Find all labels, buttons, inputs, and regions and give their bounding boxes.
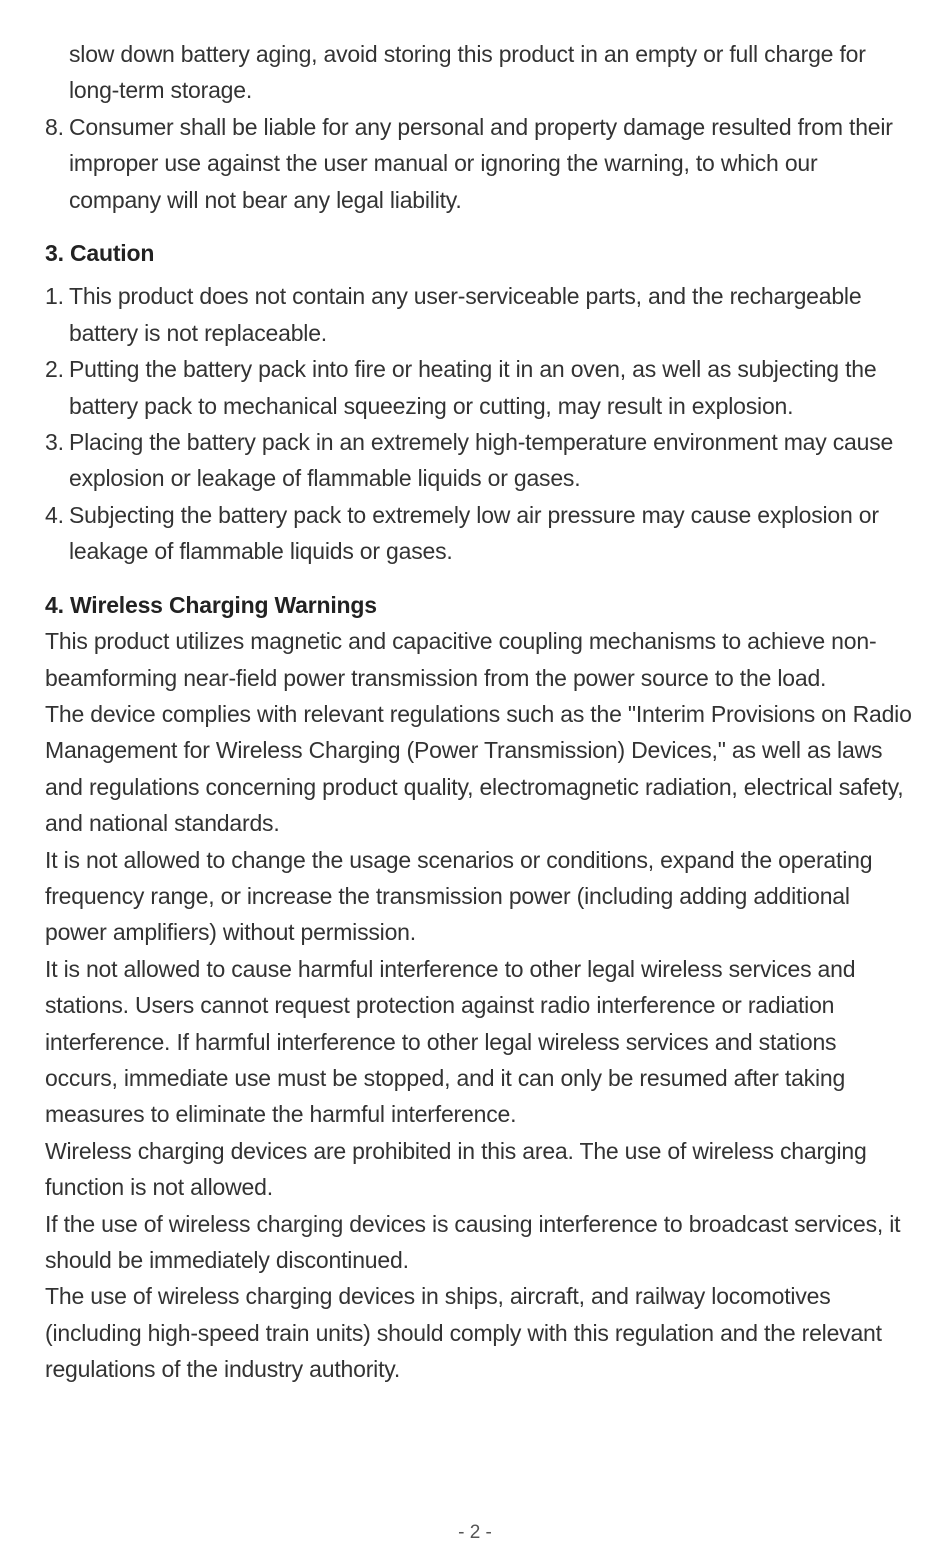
list-item-text: This product does not contain any user-serviceable parts, and the rechargeable battery is not replaceable. xyxy=(69,283,862,346)
list-item-text: Subjecting the battery pack to extremely low air pressure may cause explosion or leakage of flammable liquids or gases. xyxy=(69,501,879,565)
list-item xyxy=(45,351,915,424)
list-item xyxy=(45,109,915,218)
page-number: - 2 - xyxy=(458,1522,492,1543)
list-item xyxy=(45,424,915,497)
list-item xyxy=(45,278,915,351)
continued-list-text: slow down battery aging, avoid storing this product in an empty or full charge for long-term storage. xyxy=(69,41,866,104)
paragraph: The device complies with relevant regulations such as the "Interim Provisions on Radio Management for Wireless Charging (Power Transmission) Devices," as well as laws and regulations concerning product quality, electromagnetic radiation, electrical safety, and national standards. xyxy=(45,700,912,837)
safety-list-tail xyxy=(45,109,915,218)
list-item-number: 1. xyxy=(45,283,64,310)
paragraph: It is not allowed to cause harmful interference to other legal wireless services and stations. Users cannot request protection against radio interference or radiation interference. If harmful interference to other legal wireless services and stations occurs, immediate use must be stopped, and it can only be resumed after taking measures to eliminate the harmful interference. xyxy=(45,955,856,1128)
wireless-charging-body xyxy=(45,623,915,1388)
list-item-text: Placing the battery pack in an extremely high-temperature environment may cause explosion or leakage of flammable liquids or gases. xyxy=(69,429,894,492)
paragraph: It is not allowed to change the usage scenarios or conditions, expand the operating frequency range, or increase the transmission power (including adding additional power amplifiers) without permission. xyxy=(45,846,873,946)
list-item-text: Putting the battery pack into fire or heating it in an oven, as well as subjecting the battery pack to mechanical squeezing or cutting, may result in explosion. xyxy=(69,356,877,419)
paragraph: If the use of wireless charging devices is causing interference to broadcast services, it should be immediately discontinued. xyxy=(45,1210,901,1273)
list-item-number: 3. xyxy=(45,429,64,456)
caution-list xyxy=(45,278,915,569)
list-item-number: 2. xyxy=(45,356,64,383)
paragraph: This product utilizes magnetic and capacitive coupling mechanisms to achieve non-beamforming near-field power transmission from the power source to the load. xyxy=(45,628,877,691)
document-page xyxy=(45,36,915,1388)
list-item xyxy=(45,497,915,570)
paragraph: Wireless charging devices are prohibited in this area. The use of wireless charging function is not allowed. xyxy=(45,1137,867,1201)
list-item-text: Consumer shall be liable for any personal and property damage resulted from their improper use against the user manual or ignoring the warning, to which our company will not bear any legal liability. xyxy=(69,113,893,213)
section-heading-caution: 3. Caution xyxy=(45,240,155,267)
paragraph: The use of wireless charging devices in ships, aircraft, and railway locomotives (including high-speed train units) should comply with this regulation and the relevant regulations of the industry authority. xyxy=(45,1283,882,1383)
section-heading-wireless-charging: 4. Wireless Charging Warnings xyxy=(45,591,377,618)
list-item-number: 4. xyxy=(45,501,64,528)
list-item-number: 8. xyxy=(45,113,64,140)
